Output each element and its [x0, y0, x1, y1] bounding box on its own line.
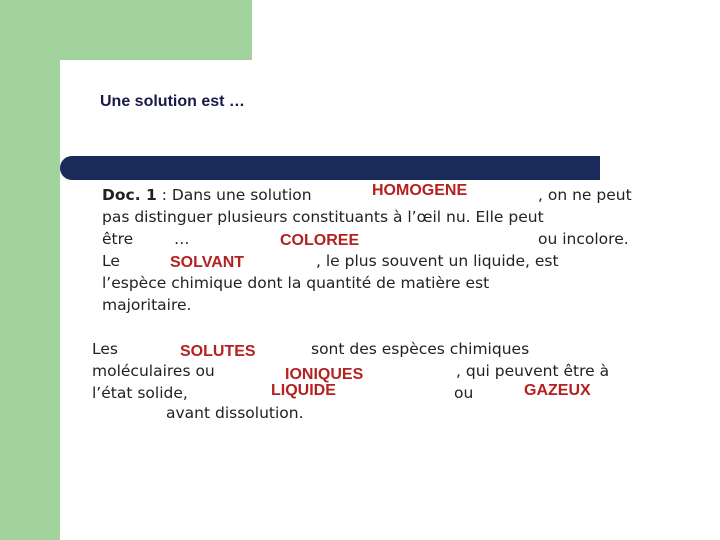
- green-top-band: [60, 0, 252, 60]
- doc-label: Doc. 1: [102, 186, 157, 204]
- p2-line-1-a: Les: [92, 340, 118, 358]
- p2-line-1-b: sont des espèces chimiques: [311, 340, 530, 358]
- doc-line-4-a: Le: [102, 252, 120, 270]
- answer-liquide: LIQUIDE: [271, 382, 336, 399]
- doc-line-1-a: : Dans une solution: [156, 186, 312, 204]
- answer-ioniques: IONIQUES: [285, 366, 364, 383]
- p2-line-4: avant dissolution.: [166, 404, 304, 422]
- corner-curve: [60, 60, 120, 120]
- doc-line-4-b: , le plus souvent un liquide, est: [316, 252, 559, 270]
- doc-line-3-b: …: [174, 230, 190, 248]
- doc-line-2: pas distinguer plusieurs constituants à l’œil nu. Elle peut: [102, 208, 544, 226]
- doc-line-1-b: , on ne peut: [538, 186, 632, 204]
- doc-line-5: l’espèce chimique dont la quantité de matière est: [102, 274, 490, 292]
- p2-line-2-a: moléculaires ou: [92, 362, 215, 380]
- p2-line-3-a: l’état solide,: [92, 384, 188, 402]
- answer-coloree: COLOREE: [280, 232, 360, 249]
- answer-solvant: SOLVANT: [170, 254, 245, 271]
- p2-line-3-b: ou: [454, 384, 474, 402]
- answer-gazeux: GAZEUX: [524, 382, 591, 399]
- answer-homogene: HOMOGENE: [372, 182, 468, 199]
- doc-line-1-prefix: [102, 186, 312, 204]
- doc-line-3-a: être: [102, 230, 134, 248]
- doc-line-3-c: ou incolore.: [538, 230, 629, 248]
- slide-title: Une solution est …: [100, 93, 245, 110]
- answer-solutes: SOLUTES: [180, 343, 256, 360]
- p2-line-2-b: , qui peuvent être à: [456, 362, 610, 380]
- title-divider-bar: [60, 156, 600, 180]
- doc-line-6: majoritaire.: [102, 296, 192, 314]
- green-left-band: [0, 0, 60, 540]
